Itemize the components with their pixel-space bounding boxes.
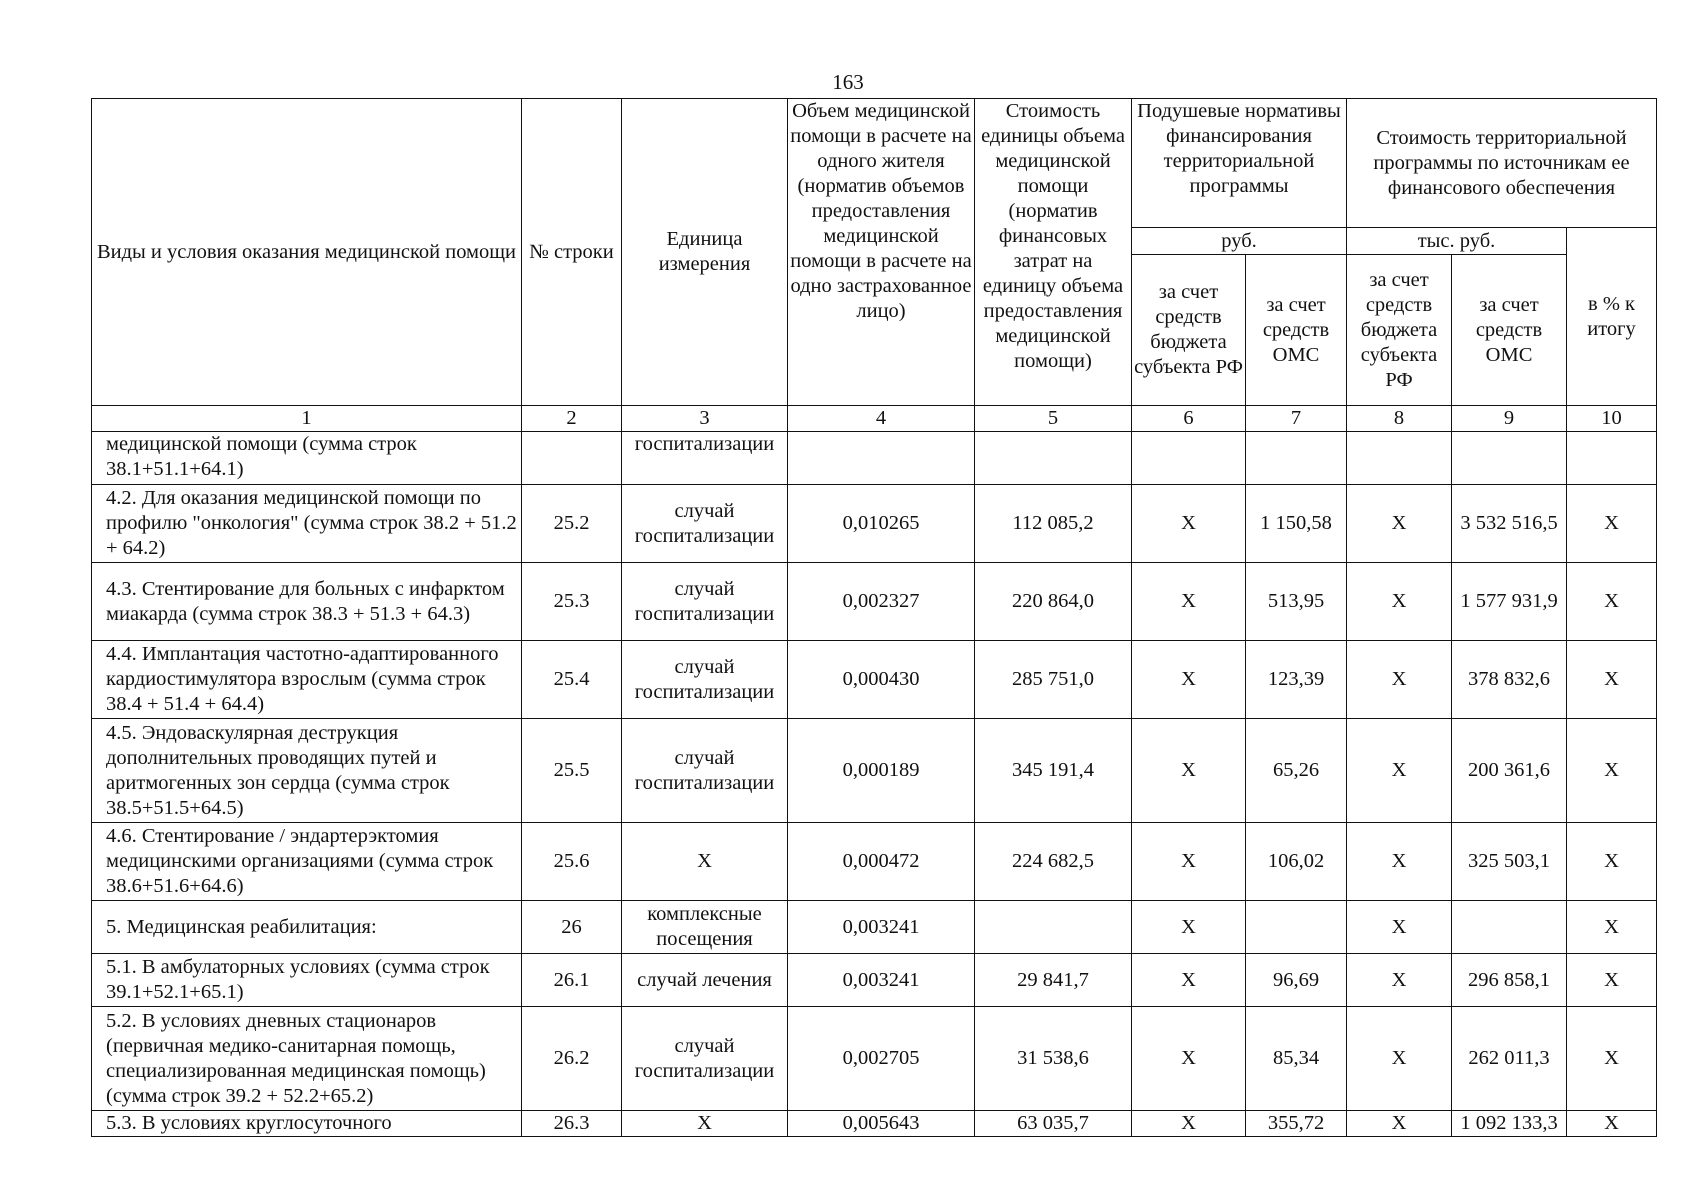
row-budget-rub: Х [1132, 719, 1246, 823]
header-unit: Единица измерения [622, 99, 788, 406]
row-description: 4.6. Стентирование / эндартерэктомия медицинскими организациями (сумма строк 38.6+51.6+64.6) [92, 823, 522, 901]
header-program-cost-group: Стоимость территориальной программы по источникам ее финансового обеспечения [1347, 99, 1657, 228]
row-description: 5.1. В амбулаторных условиях (сумма строк 39.1+52.1+65.1) [92, 954, 522, 1007]
row-budget-rub [1132, 432, 1246, 485]
row-budget-thousand: Х [1347, 1111, 1452, 1137]
row-budget-thousand [1347, 432, 1452, 485]
row-number: 25.2 [522, 485, 622, 563]
row-volume: 0,005643 [788, 1111, 975, 1137]
column-number: 3 [622, 406, 788, 432]
row-oms-thousand [1452, 432, 1567, 485]
row-percent: Х [1567, 954, 1657, 1007]
row-volume: 0,000472 [788, 823, 975, 901]
table-row [92, 1111, 1657, 1137]
row-budget-rub: Х [1132, 1111, 1246, 1137]
row-oms-thousand: 3 532 516,5 [1452, 485, 1567, 563]
row-volume: 0,000430 [788, 641, 975, 719]
row-budget-rub: Х [1132, 563, 1246, 641]
column-number: 7 [1246, 406, 1347, 432]
page-number: 163 [832, 70, 864, 94]
row-unit: случай госпитализации [622, 1007, 788, 1111]
row-number: 25.5 [522, 719, 622, 823]
row-unit-cost: 285 751,0 [975, 641, 1132, 719]
row-unit: случай госпитализации [622, 641, 788, 719]
table-row [92, 641, 1657, 719]
row-oms-rub [1246, 432, 1347, 485]
row-percent: Х [1567, 485, 1657, 563]
row-unit: комплексные посещения [622, 901, 788, 954]
row-description: 4.2. Для оказания медицинской помощи по профилю "онкология" (сумма строк 38.2 + 51.2 + 64.2) [92, 485, 522, 563]
row-budget-thousand: Х [1347, 823, 1452, 901]
row-volume: 0,010265 [788, 485, 975, 563]
row-unit: случай госпитализации [622, 485, 788, 563]
row-unit-cost [975, 901, 1132, 954]
row-oms-rub [1246, 901, 1347, 954]
row-percent: Х [1567, 563, 1657, 641]
row-percent: Х [1567, 1111, 1657, 1137]
row-budget-rub: Х [1132, 1007, 1246, 1111]
row-budget-thousand: Х [1347, 719, 1452, 823]
row-description: 5.3. В условиях круглосуточного [92, 1111, 522, 1137]
header-percent-of-total: в % к итогу [1567, 228, 1657, 406]
header-unit-cost: Стоимость единицы объема медицинской помощи (норматив финансовых затрат на единицу объема предоставления медицинской помощи) [975, 99, 1132, 406]
row-budget-rub: Х [1132, 485, 1246, 563]
row-oms-thousand: 262 011,3 [1452, 1007, 1567, 1111]
row-oms-rub: 85,34 [1246, 1007, 1347, 1111]
row-volume: 0,002327 [788, 563, 975, 641]
row-number: 26.3 [522, 1111, 622, 1137]
column-number: 4 [788, 406, 975, 432]
row-oms-thousand: 1 092 133,3 [1452, 1111, 1567, 1137]
budget-table [91, 98, 1657, 1137]
row-budget-thousand: Х [1347, 954, 1452, 1007]
header-unit-thousand-rub: тыс. руб. [1347, 228, 1567, 255]
row-percent: Х [1567, 901, 1657, 954]
row-oms-thousand: 378 832,6 [1452, 641, 1567, 719]
row-percent: Х [1567, 1007, 1657, 1111]
header-per-capita-group: Подушевые нормативы финансирования территориальной программы [1132, 99, 1347, 228]
row-unit-cost: 345 191,4 [975, 719, 1132, 823]
column-number: 2 [522, 406, 622, 432]
row-description: 4.3. Стентирование для больных с инфарктом миакарда (сумма строк 38.3 + 51.3 + 64.3) [92, 563, 522, 641]
row-description: 4.4. Имплантация частотно-адаптированного кардиостимулятора взрослым (сумма строк 38.4 + 51.4 + 64.4) [92, 641, 522, 719]
row-oms-rub: 106,02 [1246, 823, 1347, 901]
row-unit: Х [622, 823, 788, 901]
column-number: 1 [92, 406, 522, 432]
header-row-number: № строки [522, 99, 622, 406]
row-number: 26.1 [522, 954, 622, 1007]
row-budget-rub: Х [1132, 954, 1246, 1007]
table-row [92, 563, 1657, 641]
row-volume: 0,002705 [788, 1007, 975, 1111]
row-budget-thousand: Х [1347, 1007, 1452, 1111]
column-number: 10 [1567, 406, 1657, 432]
row-unit: случай лечения [622, 954, 788, 1007]
table-row [92, 1007, 1657, 1111]
row-description: медицинской помощи (сумма строк 38.1+51.1+64.1) [92, 432, 522, 485]
header-oms-thousand: за счет средств ОМС [1452, 255, 1567, 406]
table-row [92, 719, 1657, 823]
row-oms-rub: 513,95 [1246, 563, 1347, 641]
row-number: 26 [522, 901, 622, 954]
row-unit-cost [975, 432, 1132, 485]
row-description: 5. Медицинская реабилитация: [92, 901, 522, 954]
row-oms-thousand: 325 503,1 [1452, 823, 1567, 901]
row-budget-thousand: Х [1347, 485, 1452, 563]
row-budget-rub: Х [1132, 901, 1246, 954]
row-unit-cost: 112 085,2 [975, 485, 1132, 563]
row-description: 4.5. Эндоваскулярная деструкция дополнительных проводящих путей и аритмогенных зон сердца (сумма строк 38.5+51.5+64.5) [92, 719, 522, 823]
header-budget-rf-thousand: за счет средств бюджета субъекта РФ [1347, 255, 1452, 406]
row-oms-rub: 1 150,58 [1246, 485, 1347, 563]
row-description: 5.2. В условиях дневных стационаров (первичная медико-санитарная помощь, специализированная медицинская помощь) (сумма строк 39.2 + 52.2+65.2) [92, 1007, 522, 1111]
row-number: 25.4 [522, 641, 622, 719]
row-oms-rub: 65,26 [1246, 719, 1347, 823]
row-percent: Х [1567, 719, 1657, 823]
row-volume: 0,003241 [788, 901, 975, 954]
row-percent: Х [1567, 641, 1657, 719]
table-row [92, 485, 1657, 563]
table-row [92, 954, 1657, 1007]
table-row [92, 823, 1657, 901]
row-oms-rub: 123,39 [1246, 641, 1347, 719]
row-unit-cost: 29 841,7 [975, 954, 1132, 1007]
row-budget-thousand: Х [1347, 641, 1452, 719]
row-volume [788, 432, 975, 485]
row-unit: госпитализации [622, 432, 788, 485]
table-row [92, 901, 1657, 954]
row-number: 25.3 [522, 563, 622, 641]
row-volume: 0,000189 [788, 719, 975, 823]
row-oms-thousand: 296 858,1 [1452, 954, 1567, 1007]
table-row [92, 432, 1657, 485]
row-oms-thousand: 1 577 931,9 [1452, 563, 1567, 641]
row-number [522, 432, 622, 485]
row-number: 25.6 [522, 823, 622, 901]
header-volume: Объем медицинской помощи в расчете на одного жителя (норматив объемов предоставления медицинской помощи в расчете на одно застрахованное лицо) [788, 99, 975, 406]
column-number: 8 [1347, 406, 1452, 432]
row-volume: 0,003241 [788, 954, 975, 1007]
column-number: 9 [1452, 406, 1567, 432]
column-number: 6 [1132, 406, 1246, 432]
row-unit-cost: 224 682,5 [975, 823, 1132, 901]
row-oms-thousand: 200 361,6 [1452, 719, 1567, 823]
row-oms-rub: 96,69 [1246, 954, 1347, 1007]
header-budget-rf-rub: за счет средств бюджета субъекта РФ [1132, 255, 1246, 406]
row-unit: случай госпитализации [622, 563, 788, 641]
row-unit: случай госпитализации [622, 719, 788, 823]
row-unit-cost: 31 538,6 [975, 1007, 1132, 1111]
row-budget-rub: Х [1132, 823, 1246, 901]
row-budget-thousand: Х [1347, 901, 1452, 954]
header-oms-rub: за счет средств ОМС [1246, 255, 1347, 406]
row-number: 26.2 [522, 1007, 622, 1111]
row-unit-cost: 63 035,7 [975, 1111, 1132, 1137]
row-oms-rub: 355,72 [1246, 1111, 1347, 1137]
row-percent [1567, 432, 1657, 485]
header-types-of-care: Виды и условия оказания медицинской помощи [92, 99, 522, 406]
row-unit: Х [622, 1111, 788, 1137]
row-budget-rub: Х [1132, 641, 1246, 719]
column-number: 5 [975, 406, 1132, 432]
row-unit-cost: 220 864,0 [975, 563, 1132, 641]
row-budget-thousand: Х [1347, 563, 1452, 641]
header-unit-rub: руб. [1132, 228, 1347, 255]
row-oms-thousand [1452, 901, 1567, 954]
row-percent: Х [1567, 823, 1657, 901]
